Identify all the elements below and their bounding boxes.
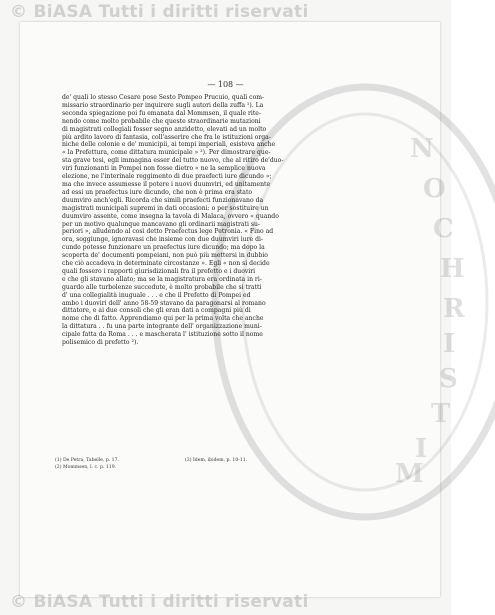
footnotes-left (55, 457, 119, 471)
text-line: periori », alludendo al così detto Praefectus lege Petronia. « Fino ad (62, 228, 274, 236)
text-line: polisemico di prefetto ²). (62, 339, 139, 347)
watermark-bottom: © BiASA Tutti i diritti riservati (10, 592, 309, 612)
footnote: (2) Mommsen, l. c. p. 119. (55, 465, 117, 470)
text-line: e che gli stavano allato; ma se la magistratura era ordinata in ri- (62, 275, 262, 283)
text-line: viri funzionanti in Pompei non fosse dietro « ne la semplice nuova (62, 165, 266, 173)
svg-text:O: O (423, 174, 446, 204)
footnote: (3) Idem, ibidem, p. 10-11. (185, 458, 248, 463)
text-line: missario straordinario per inquirere sugli autori della zuffa ¹). La (62, 101, 264, 109)
text-line: « la Prefettura, come dittatura municipale » ²). Per dimostrare que- (62, 149, 271, 157)
svg-text:M: M (395, 459, 424, 489)
svg-text:I: I (443, 329, 456, 359)
text-line: elezione, ne l'interinale reggimento di due praefecti iure dicundo »; (62, 173, 272, 181)
text-line: sta grave tesi, egli immagina esser del tutto nuovo, che al ritiro de'duo- (62, 157, 284, 165)
text-line: duumviro assente, come insegna la tavola di Malaca, ovvero « quando (62, 212, 279, 220)
text-line: nome che di fatto. Apprendiamo qui per la prima volta che anche (62, 315, 264, 323)
text-line: ma che invece assumesse il potere i nuovi duumviri, ed unitamente (62, 180, 271, 188)
text-line: per un motivo qualunque mancavano gli ordinarii magistrati su- (62, 220, 260, 228)
footnotes-right (185, 457, 247, 464)
svg-text:H: H (440, 254, 465, 284)
body-text (62, 94, 400, 347)
watermark-top: © BiASA Tutti i diritti riservati (10, 2, 309, 22)
footnote: (1) De Petra, Tabelle, p. 17. (55, 458, 119, 463)
text-line: più ardito lavoro di fantasia, coll'asserire che fra le istituzioni orga- (62, 133, 271, 141)
text-line: seconda spiegazione poi fu emanata dal Mommsen, il quale rite- (62, 109, 261, 117)
text-line: magistrati municipali supremi in dati occasioni: o per sostituire un (62, 204, 269, 212)
text-line: scoperta de' documenti pompeiani, non può più mettersi in dubbio (62, 252, 268, 260)
text-line: dittatore, e ai due consoli che gli eran dati a compagni più di (62, 307, 251, 315)
text-line: niche delle colonie e de' municipii, ai tempi imperiali, esisteva anche (62, 141, 276, 149)
svg-text:C: C (433, 214, 454, 244)
text-line: guardo alle turbolenze succedute, è molto probabile che si tratti (62, 283, 262, 291)
text-line: ora, soggiunge, ignoravasi che insieme con due duumviri iure di- (62, 236, 263, 244)
text-line: di magistrati collegiali fosser segno anzidetto, elevati ad un molto (62, 125, 267, 133)
page-number: — 108 — (207, 80, 244, 89)
svg-text:N: N (410, 134, 434, 164)
text-line: nendo come molto probabile che queste straordinarie mutazioni (62, 117, 261, 125)
text-line: quali fossero i rapporti giurisdizionali fra il prefetto e i duoviri (62, 267, 256, 275)
text-line: che ciò accadeva in determinate circostanze ». Egli « non si decide (62, 260, 270, 268)
text-line: cundo potesse funzionare un praefectus iure dicundo; ma dopo la (62, 244, 265, 252)
text-line: cipale fatta da Roma . . . e mascherata l' istituzione sotto il nome (62, 331, 263, 339)
svg-text:R: R (443, 294, 465, 324)
text-line: la dittatura . . fu una parte integrante dell' organizzazione muni- (62, 323, 262, 331)
svg-text:S: S (439, 364, 458, 394)
svg-text:T: T (431, 399, 451, 429)
text-line: ad essi un praefectus iure dicundo, che non è prima era stato (62, 188, 253, 196)
text-line: duumviro anch'egli. Ricorda che simili praefecti funzionavano da (62, 196, 264, 204)
text-line: ambo i duoviri dell' anno 58-59 stavano da paragonarsi al romano (62, 299, 266, 307)
text-line: de' quali lo stesso Cesare pose Sesto Pompeo Prucuio, quali com- (62, 94, 265, 101)
text-line: d' una collegialità inuguale . . . e che il Prefetto di Pompei ed (62, 291, 251, 299)
svg-text:I: I (415, 434, 428, 464)
